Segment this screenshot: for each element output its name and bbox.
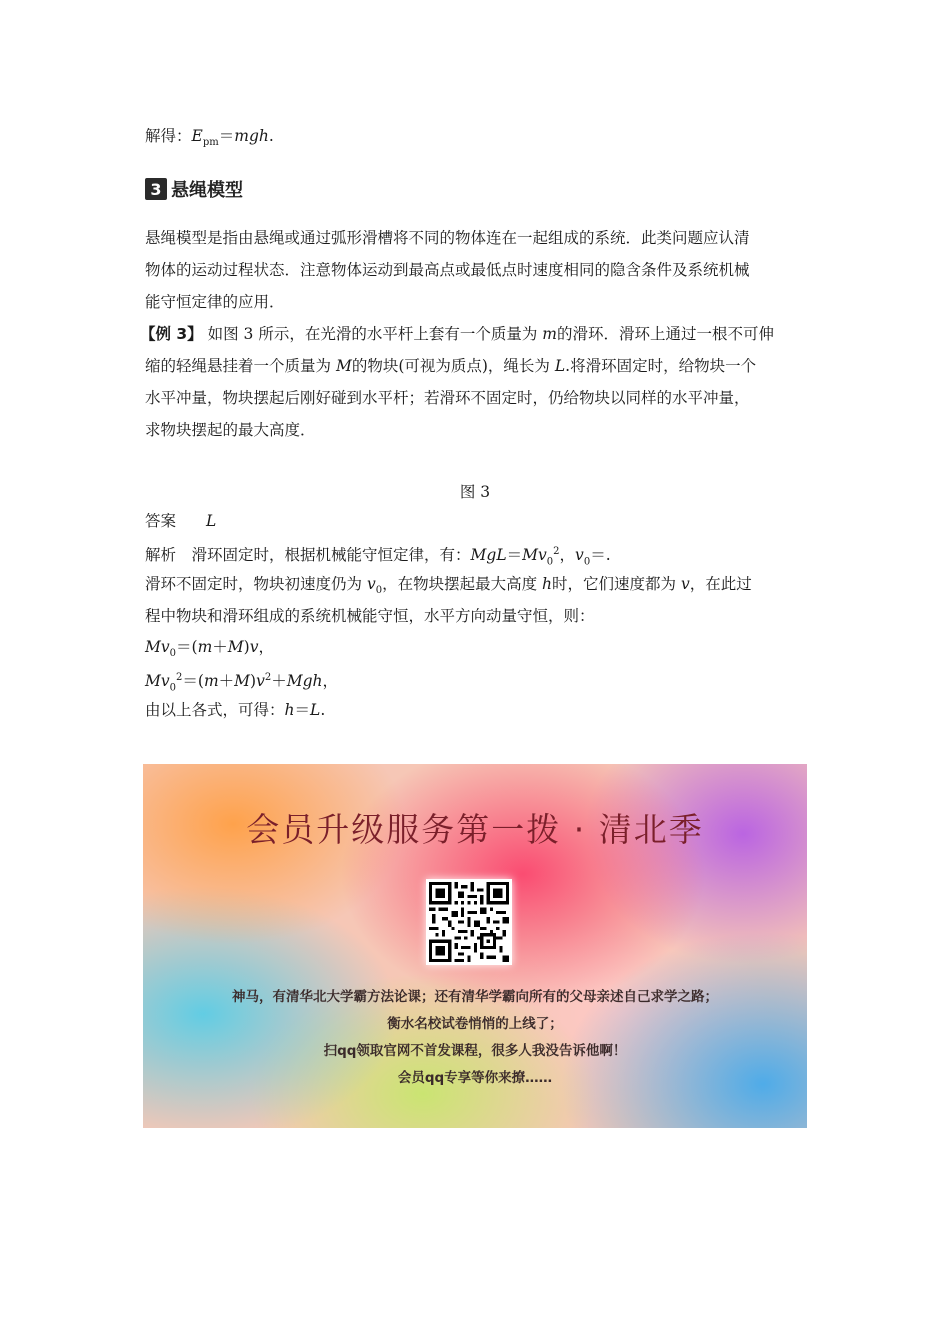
symbol-v: v [366, 575, 376, 593]
analysis-line-3: 程中物块和滑环组成的系统机械能守恒，水平方向动量守恒，则： [145, 607, 595, 625]
equals-paren: ＝( [182, 672, 204, 691]
symbol-M: M [227, 638, 244, 656]
symbol-L: L [310, 701, 321, 719]
banner-line-2: 衡水名校试卷悄悄的上线了； [387, 1016, 563, 1032]
plus: ＋ [271, 672, 287, 691]
analysis-text: 滑环固定时，根据机械能守恒定律，有： [176, 546, 471, 565]
close-paren: ) [250, 672, 257, 691]
symbol-L: L [554, 357, 566, 375]
symbol-v: v [680, 575, 690, 593]
comma: ， [559, 546, 576, 565]
comma: ， [258, 638, 275, 656]
section-title: 悬绳模型 [171, 180, 243, 201]
period: . [320, 701, 326, 719]
symbol-Mv: Mv [145, 638, 170, 656]
answer-label: 答案 [145, 512, 177, 530]
figure-caption: 图 3 [459, 483, 491, 501]
close-paren: ) [243, 638, 250, 656]
solution-label: 解得： [145, 127, 192, 145]
equation-energy [145, 668, 338, 698]
example-line-4: 求物块摆起的最大高度． [145, 421, 316, 439]
equals: ＝ [218, 127, 235, 145]
symbol-MgL: MgL [470, 546, 507, 565]
answer-value: L [206, 512, 217, 530]
example-line-3: 水平冲量，物块摆起后刚好碰到水平杆；若滑环不固定时，仍给物块以同样的水平冲量， [145, 389, 750, 407]
example-text: 的滑环．滑环上通过一根不可伸 [556, 325, 774, 343]
mgh-expression: mgh [234, 127, 269, 145]
answer-line [145, 511, 216, 531]
analysis-text: ，在物块摆起最大高度 [382, 575, 543, 593]
symbol-M: M [234, 672, 251, 691]
symbol-v: v [575, 546, 584, 565]
symbol-Mv: Mv [145, 672, 170, 691]
plus: ＋ [218, 672, 235, 691]
example-text: .将滑环固定时，给物块一个 [565, 357, 757, 375]
symbol-m: m [542, 325, 557, 343]
equals-period: ＝. [590, 546, 611, 565]
analysis-text: 滑环不固定时，物块初速度仍为 [145, 575, 367, 593]
comma: ， [322, 672, 339, 691]
intro-line-3: 能守恒定律的应用． [145, 293, 285, 311]
banner-title: 会员升级服务第一拨 · 清北季 [246, 810, 704, 849]
superscript-2: 2 [553, 546, 560, 557]
symbol-m: m [203, 672, 219, 691]
promo-banner[interactable] [143, 764, 807, 1128]
equation-momentum [145, 637, 274, 664]
analysis-text: 时，它们速度都为 [552, 575, 681, 593]
conclusion-text: 由以上各式，可得： [145, 701, 285, 719]
symbol-m: m [197, 638, 213, 656]
symbol-h: h [542, 575, 552, 593]
symbol-Mv: Mv [522, 546, 547, 565]
equals: ＝ [506, 546, 523, 565]
example-text: 如图 3 所示，在光滑的水平杆上套有一个质量为 [202, 325, 543, 343]
superscript-2: 2 [176, 672, 183, 683]
superscript-2: 2 [264, 672, 272, 683]
conclusion-line [145, 700, 325, 720]
symbol-v: v [256, 672, 265, 691]
example-text: 缩的轻绳悬挂着一个质量为 [145, 357, 336, 375]
banner-line-4: 会员qq专享等你来撩…… [397, 1070, 553, 1086]
energy-symbol: E [191, 127, 203, 145]
energy-subscript: pm [202, 137, 219, 149]
analysis-text: ，在此过 [689, 575, 752, 593]
banner-line-3: 扫qq领取官网不首发课程，很多人我没告诉他啊！ [323, 1043, 627, 1059]
symbol-h: h [284, 701, 295, 719]
previous-solution-line [145, 126, 274, 153]
example-line-2 [145, 356, 756, 376]
example-line-1 [140, 324, 774, 344]
analysis-line-2 [145, 574, 752, 601]
subscript-0: 0 [169, 682, 177, 694]
analysis-label: 解析 [145, 546, 177, 565]
section-heading [145, 176, 243, 202]
subscript-0: 0 [583, 556, 591, 568]
analysis-line-1 [145, 542, 611, 572]
plus: ＋ [212, 638, 228, 656]
symbol-v: v [249, 638, 259, 656]
subscript-0: 0 [375, 585, 383, 597]
section-number-badge: 3 [145, 178, 167, 200]
subscript-0: 0 [546, 556, 554, 568]
example-tag: 【例 3】 [140, 325, 203, 343]
symbol-Mgh: Mgh [286, 672, 323, 691]
equals-paren: ＝( [176, 638, 198, 656]
banner-line-1: 神马，有清华北大学霸方法论课；还有清华学霸向所有的父母亲述自己求学之路； [232, 989, 718, 1005]
banner-text-block [143, 984, 807, 1092]
symbol-M: M [335, 357, 352, 375]
period: . [268, 127, 274, 145]
intro-line-2: 物体的运动过程状态．注意物体运动到最高点或最低点时速度相同的隐含条件及系统机械 [145, 261, 750, 279]
example-text: 的物块(可视为质点)，绳长为 [351, 357, 555, 375]
equals: ＝ [294, 701, 311, 719]
subscript-0: 0 [169, 648, 177, 660]
qr-code-icon[interactable] [426, 879, 512, 965]
intro-line-1: 悬绳模型是指由悬绳或通过弧形滑槽将不同的物体连在一起组成的系统．此类问题应认清 [145, 229, 750, 247]
